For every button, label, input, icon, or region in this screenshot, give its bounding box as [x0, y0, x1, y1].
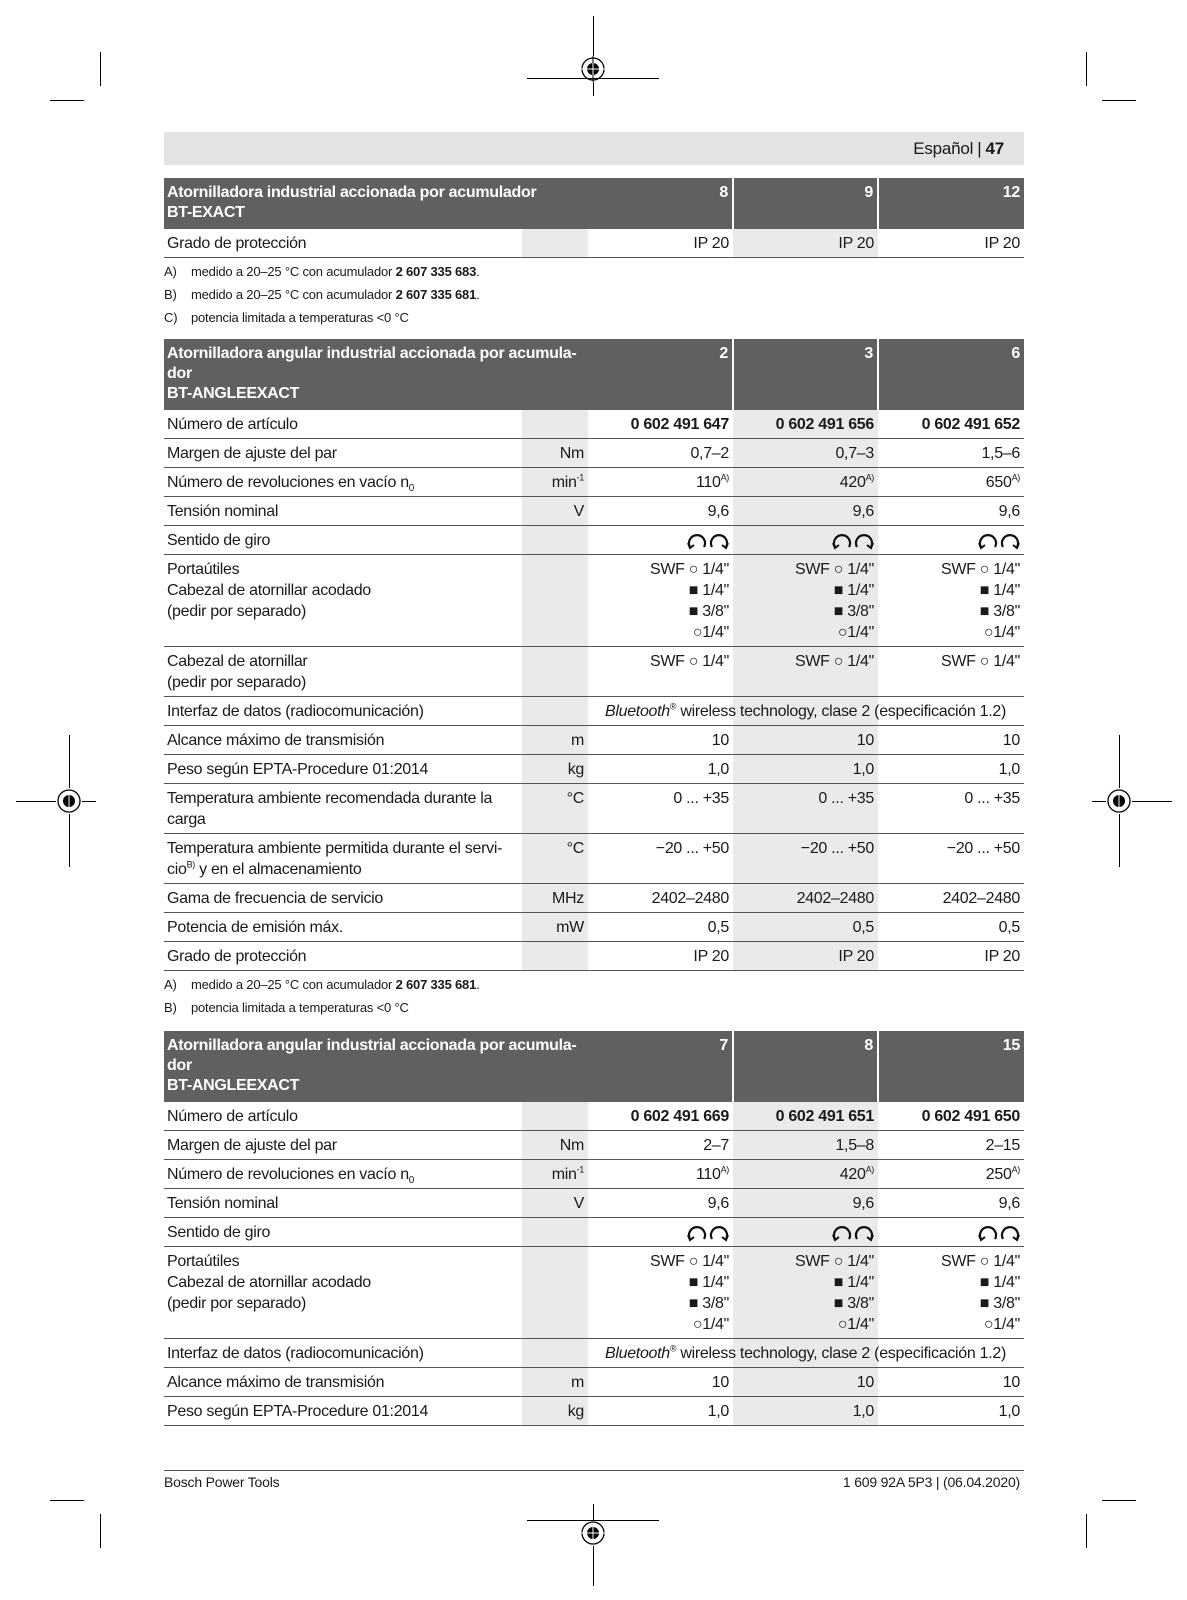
row-label: Tensión nominal — [164, 497, 522, 526]
cell-value: SWF ○ 1/4" — [878, 647, 1024, 697]
cell-value: 0,5 — [878, 913, 1024, 942]
cell-value: −20 ... +50 — [733, 834, 878, 884]
table-row — [164, 647, 1024, 697]
cell-value: 2402–2480 — [733, 884, 878, 913]
cell-value: 1,5–8 — [733, 1131, 878, 1160]
cell-value: 10 — [733, 1368, 878, 1397]
table-row — [164, 884, 1024, 913]
crop-mark — [69, 814, 70, 867]
cell-value: 0 ... +35 — [588, 784, 733, 834]
cell-value: 1,0 — [733, 1397, 878, 1426]
cell-value: SWF ○ 1/4" ■ 1/4" ■ 3/8" ○1/4" — [733, 555, 878, 647]
rotation-direction-icon — [978, 1224, 1020, 1242]
column-header: 8 — [588, 178, 733, 229]
cell-value: 2–7 — [588, 1131, 733, 1160]
row-label: Tensión nominal — [164, 1189, 522, 1218]
table-row — [164, 1131, 1024, 1160]
cell-value: 1,0 — [733, 755, 878, 784]
row-label: Portaútiles Cabezal de atornillar acodado (pedir por separado) — [164, 555, 522, 647]
row-unit: kg — [522, 1397, 588, 1426]
row-label: Número de revoluciones en vacío $n_0$ — [164, 468, 522, 497]
table-header-row — [164, 178, 1024, 229]
cell-value: 0,7–3 — [733, 439, 878, 468]
cell-value: 10 — [878, 1368, 1024, 1397]
cell-value: 2402–2480 — [588, 884, 733, 913]
cell-value: 10 — [588, 1368, 733, 1397]
crop-mark — [1092, 801, 1106, 802]
rotation-direction-icon — [832, 532, 874, 550]
table-row — [164, 1397, 1024, 1426]
table-row — [164, 229, 1024, 258]
row-unit — [522, 410, 588, 439]
row-unit: Nm — [522, 1131, 588, 1160]
row-unit: Nm — [522, 439, 588, 468]
row-unit: kg — [522, 755, 588, 784]
row-unit — [522, 555, 588, 647]
footnote: B) potencia limitada a temperaturas <0 °C — [164, 1000, 409, 1015]
cell-value: 9,6 — [878, 497, 1024, 526]
cell-value — [588, 526, 733, 555]
header-separator: | — [977, 139, 982, 158]
cell-value: SWF ○ 1/4" ■ 1/4" ■ 3/8" ○1/4" — [588, 555, 733, 647]
row-label: Interfaz de datos (radiocomunicación) — [164, 1339, 522, 1368]
row-unit: m — [522, 1368, 588, 1397]
row-label: Grado de protección — [164, 229, 522, 258]
cell-value: IP 20 — [588, 229, 733, 258]
row-unit: °C — [522, 834, 588, 884]
crop-mark — [16, 801, 56, 802]
cell-value: SWF ○ 1/4" ■ 1/4" ■ 3/8" ○1/4" — [588, 1247, 733, 1339]
cell-value: −20 ... +50 — [588, 834, 733, 884]
table-row — [164, 755, 1024, 784]
row-label: Potencia de emisión máx. — [164, 913, 522, 942]
cell-value: 2402–2480 — [878, 884, 1024, 913]
row-label: Interfaz de datos (radiocomunicación) — [164, 697, 522, 726]
row-unit — [522, 697, 588, 726]
row-label: Temperatura ambiente permitida durante el servi- cio$^{B)}$ y en el almacenamiento — [164, 834, 522, 884]
registration-mark-icon — [580, 56, 606, 82]
cell-value: 9,6 — [878, 1189, 1024, 1218]
row-label: Margen de ajuste del par — [164, 439, 522, 468]
row-label: Peso según EPTA-Procedure 01:2014 — [164, 1397, 522, 1426]
cell-value: 0 ... +35 — [878, 784, 1024, 834]
cell-value: $650^{A)}$ — [878, 468, 1024, 497]
row-unit: V — [522, 497, 588, 526]
cell-value: Bluetooth® wireless technology, clase 2 (especificación 1.2) — [588, 1339, 1024, 1368]
table-row — [164, 410, 1024, 439]
header-language: Español — [913, 139, 974, 158]
row-label: Peso según EPTA-Procedure 01:2014 — [164, 755, 522, 784]
table-row — [164, 834, 1024, 884]
cell-value: 10 — [733, 726, 878, 755]
footnote: C) potencia limitada a temperaturas <0 °C — [164, 310, 409, 325]
cell-value: Bluetooth® wireless technology, clase 2 (especificación 1.2) — [588, 697, 1024, 726]
column-header: 9 — [733, 178, 878, 229]
crop-mark — [593, 1504, 594, 1520]
column-header: 7 — [588, 1031, 733, 1102]
crop-mark — [593, 16, 594, 56]
table-row — [164, 555, 1024, 647]
crop-mark — [1102, 1500, 1136, 1501]
footnote: B) medido a 20–25 °C con acumulador 2 607 335 681. — [164, 287, 480, 302]
cell-value: SWF ○ 1/4" ■ 1/4" ■ 3/8" ○1/4" — [878, 555, 1024, 647]
crop-mark — [1102, 100, 1136, 101]
cell-value: $250^{A)}$ — [878, 1160, 1024, 1189]
row-unit: V — [522, 1189, 588, 1218]
row-label: Margen de ajuste del par — [164, 1131, 522, 1160]
column-header: 8 — [733, 1031, 878, 1102]
cell-value: −20 ... +50 — [878, 834, 1024, 884]
table-title: Atornilladora angular industrial accionada por acumula- dor BT-ANGLEEXACT — [164, 339, 588, 410]
crop-mark — [82, 801, 96, 802]
row-label: Cabezal de atornillar (pedir por separado) — [164, 647, 522, 697]
spec-table-bt-angleexact-1 — [164, 339, 1024, 971]
row-label: Portaútiles Cabezal de atornillar acodado (pedir por separado) — [164, 1247, 522, 1339]
cell-value: 9,6 — [733, 497, 878, 526]
table-title: Atornilladora angular industrial accionada por acumula- dor BT-ANGLEEXACT — [164, 1031, 588, 1102]
table-row — [164, 942, 1024, 971]
table-header-row — [164, 1031, 1024, 1102]
column-header: 6 — [878, 339, 1024, 410]
table-row — [164, 1339, 1024, 1368]
column-header: 2 — [588, 339, 733, 410]
crop-mark — [100, 1514, 101, 1548]
article-number: 0 602 491 651 — [733, 1102, 878, 1131]
article-number: 0 602 491 647 — [588, 410, 733, 439]
cell-value: SWF ○ 1/4" — [733, 647, 878, 697]
spec-table-bt-exact — [164, 178, 1024, 258]
page-number: 47 — [985, 139, 1004, 158]
cell-value: $420^{A)}$ — [733, 468, 878, 497]
row-label: Sentido de giro — [164, 526, 522, 555]
cell-value — [588, 1218, 733, 1247]
column-header: 15 — [878, 1031, 1024, 1102]
cell-value: 1,0 — [878, 755, 1024, 784]
cell-value: 0,5 — [588, 913, 733, 942]
crop-mark — [50, 100, 84, 101]
row-unit: MHz — [522, 884, 588, 913]
row-label: Número de revoluciones en vacío $n_0$ — [164, 1160, 522, 1189]
table-row — [164, 913, 1024, 942]
cell-value: 9,6 — [588, 497, 733, 526]
table-title: Atornilladora industrial accionada por acumulador BT-EXACT — [164, 178, 588, 229]
page-header-text — [913, 139, 1004, 159]
crop-mark — [1086, 52, 1087, 86]
column-header: 12 — [878, 178, 1024, 229]
footnote: A) medido a 20–25 °C con acumulador 2 607 335 681. — [164, 977, 480, 992]
cell-value — [878, 526, 1024, 555]
cell-value — [733, 526, 878, 555]
row-label: Alcance máximo de transmisión — [164, 1368, 522, 1397]
page-footer — [164, 1470, 1024, 1490]
table-row — [164, 1189, 1024, 1218]
cell-value: IP 20 — [733, 229, 878, 258]
cell-value: SWF ○ 1/4" — [588, 647, 733, 697]
row-unit — [522, 1247, 588, 1339]
table-row — [164, 1247, 1024, 1339]
row-unit: $\min^{-1}$ — [522, 468, 588, 497]
row-label: Sentido de giro — [164, 1218, 522, 1247]
crop-mark — [69, 735, 70, 788]
table-row — [164, 439, 1024, 468]
rotation-direction-icon — [832, 1224, 874, 1242]
crop-mark — [1132, 801, 1172, 802]
crop-mark — [1119, 814, 1120, 867]
registration-mark-icon — [1106, 788, 1132, 814]
column-header: 3 — [733, 339, 878, 410]
table-row — [164, 1160, 1024, 1189]
rotation-direction-icon — [978, 532, 1020, 550]
table-row — [164, 726, 1024, 755]
row-unit — [522, 647, 588, 697]
row-unit — [522, 1218, 588, 1247]
cell-value: IP 20 — [733, 942, 878, 971]
cell-value: 10 — [878, 726, 1024, 755]
cell-value: 10 — [588, 726, 733, 755]
cell-value: 2–15 — [878, 1131, 1024, 1160]
cell-value — [733, 1218, 878, 1247]
page-content — [164, 178, 1024, 1426]
article-number: 0 602 491 669 — [588, 1102, 733, 1131]
cell-value: $420^{A)}$ — [733, 1160, 878, 1189]
table-row — [164, 1368, 1024, 1397]
cell-value: 0,5 — [733, 913, 878, 942]
cell-value: SWF ○ 1/4" ■ 1/4" ■ 3/8" ○1/4" — [733, 1247, 878, 1339]
spec-table-bt-angleexact-2 — [164, 1031, 1024, 1426]
page-header — [164, 132, 1024, 165]
registration-mark-icon — [580, 1520, 606, 1546]
cell-value: IP 20 — [878, 229, 1024, 258]
footnotes — [164, 260, 1024, 329]
footnotes — [164, 973, 1024, 1019]
table-row — [164, 697, 1024, 726]
table-row — [164, 468, 1024, 497]
row-unit — [522, 942, 588, 971]
cell-value: $110^{A)}$ — [588, 1160, 733, 1189]
row-label: Temperatura ambiente recomendada durante la carga — [164, 784, 522, 834]
article-number: 0 602 491 652 — [878, 410, 1024, 439]
row-label: Alcance máximo de transmisión — [164, 726, 522, 755]
table-row — [164, 784, 1024, 834]
cell-value: 0,7–2 — [588, 439, 733, 468]
row-unit — [522, 229, 588, 258]
cell-value: IP 20 — [878, 942, 1024, 971]
cell-value: IP 20 — [588, 942, 733, 971]
crop-mark — [1086, 1514, 1087, 1548]
cell-value: 9,6 — [588, 1189, 733, 1218]
rotation-direction-icon — [687, 532, 729, 550]
row-label: Número de artículo — [164, 410, 522, 439]
row-unit: mW — [522, 913, 588, 942]
row-unit: $\min^{-1}$ — [522, 1160, 588, 1189]
article-number: 0 602 491 656 — [733, 410, 878, 439]
row-label: Gama de frecuencia de servicio — [164, 884, 522, 913]
row-unit — [522, 1102, 588, 1131]
row-unit — [522, 1339, 588, 1368]
cell-value: $110^{A)}$ — [588, 468, 733, 497]
article-number: 0 602 491 650 — [878, 1102, 1024, 1131]
table-row — [164, 1102, 1024, 1131]
cell-value: 1,0 — [588, 755, 733, 784]
cell-value: 1,0 — [878, 1397, 1024, 1426]
row-unit: °C — [522, 784, 588, 834]
crop-mark — [1119, 735, 1120, 788]
table-row — [164, 497, 1024, 526]
table-row — [164, 526, 1024, 555]
cell-value: 9,6 — [733, 1189, 878, 1218]
footer-doc-number: 1 609 92A 5P3 | (06.04.2020) — [842, 1474, 1020, 1490]
registration-mark-icon — [56, 788, 82, 814]
table-row — [164, 1218, 1024, 1247]
row-label: Grado de protección — [164, 942, 522, 971]
row-label: Número de artículo — [164, 1102, 522, 1131]
table-header-row — [164, 339, 1024, 410]
crop-mark — [593, 82, 594, 96]
rotation-direction-icon — [687, 1224, 729, 1242]
crop-mark — [593, 1546, 594, 1586]
row-unit — [522, 526, 588, 555]
cell-value: 0 ... +35 — [733, 784, 878, 834]
row-unit: m — [522, 726, 588, 755]
cell-value: SWF ○ 1/4" ■ 1/4" ■ 3/8" ○1/4" — [878, 1247, 1024, 1339]
cell-value — [878, 1218, 1024, 1247]
cell-value: 1,5–6 — [878, 439, 1024, 468]
footer-publisher: Bosch Power Tools — [164, 1474, 280, 1490]
footnote: A) medido a 20–25 °C con acumulador 2 607 335 683. — [164, 264, 480, 279]
cell-value: 1,0 — [588, 1397, 733, 1426]
crop-mark — [100, 52, 101, 86]
crop-mark — [50, 1500, 84, 1501]
